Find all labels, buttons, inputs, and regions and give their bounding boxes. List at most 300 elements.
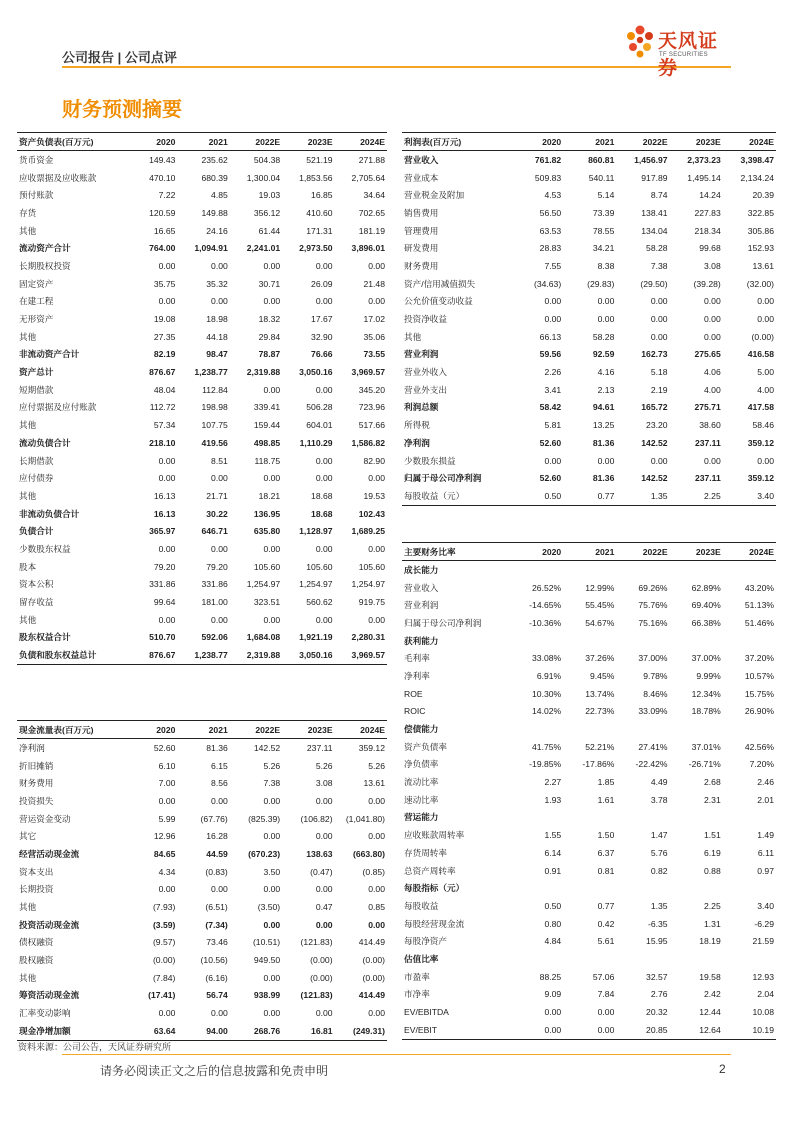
page-title: 财务预测摘要 — [62, 99, 182, 121]
value-cell: 0.00 — [563, 1021, 616, 1039]
table-row — [402, 186, 776, 204]
table-row — [402, 328, 776, 346]
table-row — [402, 487, 776, 505]
value-cell: 1.35 — [616, 487, 669, 505]
value-cell: 99.68 — [699, 243, 721, 254]
value-cell: 20.32 — [646, 1007, 668, 1018]
value-cell: 517.66 — [358, 420, 385, 431]
value-cell: (0.83) — [205, 866, 228, 877]
value-cell: (0.00) — [751, 331, 774, 342]
value-cell: 10.30% — [532, 688, 562, 699]
value-cell: 15.95 — [646, 936, 668, 947]
year-header-cell: 2022E — [230, 133, 282, 151]
table-row — [402, 968, 776, 986]
value-cell: 359.12 — [747, 437, 774, 448]
value-cell: 0.00 — [315, 831, 333, 842]
table-row — [402, 596, 776, 614]
value-cell: 18.68 — [311, 508, 333, 519]
value-cell: 59.56 — [539, 349, 562, 360]
value-cell: -17.86% — [582, 759, 615, 770]
value-cell — [670, 632, 723, 650]
row-label: 负债合计 — [19, 526, 54, 537]
value-cell: 8.51 — [211, 455, 228, 466]
year-header-cell: 2020 — [510, 543, 563, 561]
value-cell: 2,241.01 — [246, 243, 281, 254]
value-cell: 79.20 — [206, 561, 228, 572]
table-row — [402, 667, 776, 685]
value-cell: 917.89 — [641, 172, 668, 183]
value-cell: 44.18 — [206, 331, 228, 342]
value-cell: 13.61 — [752, 260, 774, 271]
value-cell: 21.48 — [363, 278, 385, 289]
row-label: 流动比率 — [404, 777, 439, 788]
table-row — [402, 756, 776, 774]
value-cell: 3,969.57 — [351, 367, 385, 378]
row-label: 汇率变动影响 — [19, 1008, 71, 1019]
value-cell: 0.50 — [510, 487, 563, 505]
value-cell: 5.18 — [650, 367, 668, 378]
table-row — [402, 561, 776, 579]
value-cell: 0.00 — [158, 260, 176, 271]
table-row — [402, 844, 776, 862]
value-cell: 105.60 — [358, 561, 385, 572]
value-cell: 0.00 — [158, 795, 176, 806]
value-cell: 5.76 — [650, 847, 668, 858]
table-row — [17, 346, 387, 364]
value-cell — [616, 950, 669, 968]
value-cell: 0.00 — [211, 614, 228, 625]
value-cell: 0.85 — [368, 902, 385, 913]
logo-flower-icon — [622, 22, 658, 62]
value-cell: 723.96 — [358, 402, 385, 413]
value-cell: 34.64 — [363, 190, 385, 201]
value-cell: 1,495.14 — [687, 172, 721, 183]
table-row — [402, 399, 776, 417]
value-cell: 2.31 — [704, 794, 721, 805]
value-cell: -6.29 — [754, 918, 774, 929]
value-cell: 540.11 — [588, 172, 615, 183]
value-cell: 16.13 — [153, 490, 176, 501]
value-cell: 35.75 — [153, 278, 176, 289]
year-header-cell: 2020 — [510, 133, 563, 151]
row-label: 净利润 — [19, 742, 45, 753]
value-cell: 94.00 — [177, 1022, 229, 1040]
row-label: 货币资金 — [19, 154, 54, 165]
table-header-row — [402, 133, 776, 151]
table-row — [402, 773, 776, 791]
value-cell: 359.12 — [747, 473, 774, 484]
row-label: 其他 — [19, 490, 37, 501]
value-cell: 56.50 — [539, 207, 562, 218]
value-cell: 0.00 — [158, 614, 176, 625]
value-cell: 635.80 — [253, 526, 281, 537]
table-row — [402, 204, 776, 222]
table-row — [402, 346, 776, 364]
value-cell: 16.81 — [282, 1022, 334, 1040]
value-cell: 2.26 — [544, 367, 562, 378]
value-cell: 2,705.64 — [351, 172, 385, 183]
value-cell: 12.96 — [153, 831, 176, 842]
value-cell: 0.00 — [315, 795, 333, 806]
table-row — [17, 863, 387, 881]
value-cell: 604.01 — [306, 420, 333, 431]
value-cell: 218.10 — [149, 437, 176, 448]
value-cell: 198.98 — [201, 402, 228, 413]
value-cell: 0.42 — [597, 918, 615, 929]
value-cell: (121.83) — [300, 937, 333, 948]
value-cell: 0.00 — [263, 972, 281, 983]
value-cell: 0.77 — [563, 487, 616, 505]
value-cell: 142.52 — [641, 437, 668, 448]
value-cell: 268.76 — [230, 1022, 282, 1040]
table-row — [17, 827, 387, 845]
value-cell: 66.38% — [691, 617, 721, 628]
value-cell: 6.19 — [704, 847, 721, 858]
value-cell: 1.31 — [704, 918, 721, 929]
table-row — [17, 576, 387, 594]
table-row — [17, 363, 387, 381]
row-label: 投资净收益 — [404, 314, 447, 325]
value-cell: 1,586.82 — [351, 437, 385, 448]
value-cell: 0.00 — [757, 296, 774, 307]
value-cell: 26.90% — [744, 706, 774, 717]
table-row — [402, 791, 776, 809]
value-cell: 149.43 — [149, 154, 176, 165]
row-label: 管理费用 — [404, 225, 439, 236]
value-cell: 0.00 — [597, 314, 615, 325]
value-cell: 41.75% — [532, 741, 562, 752]
value-cell: 51.13% — [744, 600, 774, 611]
table-row — [402, 169, 776, 187]
footer-divider — [62, 1054, 731, 1055]
value-cell: 18.98 — [206, 314, 228, 325]
value-cell: -19.85% — [529, 759, 562, 770]
table-row — [402, 1021, 776, 1039]
value-cell — [616, 561, 669, 579]
table-row — [402, 703, 776, 721]
table-row — [402, 632, 776, 650]
table-row — [402, 363, 776, 381]
value-cell: 0.00 — [263, 919, 281, 930]
value-cell: 7.00 — [158, 778, 176, 789]
table-row — [17, 257, 387, 275]
year-header-cell: 2021 — [177, 133, 229, 151]
value-cell: 0.00 — [315, 614, 333, 625]
table-row — [17, 558, 387, 576]
value-cell: 323.51 — [253, 597, 281, 608]
table-row — [17, 328, 387, 346]
table-row — [402, 151, 776, 169]
row-label: 在建工程 — [19, 296, 54, 307]
table-row — [17, 987, 387, 1005]
value-cell: 73.46 — [206, 937, 228, 948]
value-cell: 1.85 — [597, 777, 615, 788]
report-type-header: 公司报告 | 公司点评 — [62, 50, 177, 65]
year-header-cell: 2021 — [563, 543, 616, 561]
table-row — [17, 239, 387, 257]
row-label: 其他 — [19, 331, 37, 342]
value-cell — [723, 561, 776, 579]
row-label: 销售费用 — [404, 207, 439, 218]
table-row — [17, 593, 387, 611]
value-cell: 17.67 — [311, 314, 333, 325]
value-cell: 3.40 — [757, 900, 774, 911]
value-cell — [723, 879, 776, 897]
table-row — [402, 879, 776, 897]
value-cell: (3.59) — [152, 919, 176, 930]
value-cell: 4.16 — [597, 367, 615, 378]
value-cell: 51.46% — [744, 617, 774, 628]
value-cell: 66.13 — [539, 331, 562, 342]
value-cell: 37.20% — [744, 653, 774, 664]
value-cell — [510, 632, 563, 650]
value-cell: 63.64 — [125, 1022, 177, 1040]
value-cell: 162.73 — [641, 349, 668, 360]
value-cell: 0.00 — [158, 543, 176, 554]
row-label: 无形资产 — [19, 314, 54, 325]
value-cell: 1,921.19 — [299, 632, 333, 643]
value-cell: 99.64 — [153, 597, 176, 608]
table-row — [17, 434, 387, 452]
value-cell: (106.82) — [300, 813, 333, 824]
row-label: 每股指标（元） — [404, 883, 465, 894]
value-cell: 15.75% — [744, 688, 774, 699]
value-cell: 331.86 — [149, 579, 176, 590]
row-label: 成长能力 — [404, 564, 439, 575]
table-row — [17, 792, 387, 810]
value-cell: 0.50 — [544, 900, 562, 911]
value-cell — [563, 632, 616, 650]
row-label: 营业税金及附加 — [404, 190, 465, 201]
value-cell — [563, 561, 616, 579]
value-cell: 52.60 — [153, 742, 176, 753]
footer-disclaimer: 请务必阅读正文之后的信息披露和免责申明 — [100, 1064, 329, 1078]
value-cell: 1,254.97 — [246, 579, 281, 590]
value-cell: (1,041.80) — [345, 813, 385, 824]
value-cell: 44.59 — [206, 848, 228, 859]
value-cell: (249.31) — [335, 1022, 387, 1040]
value-cell: 3.41 — [544, 384, 562, 395]
value-cell: 18.68 — [311, 490, 333, 501]
value-cell: 8.56 — [211, 778, 228, 789]
value-cell: 646.71 — [201, 526, 228, 537]
row-label: 现金净增加额 — [17, 1022, 125, 1040]
value-cell: 6.15 — [211, 760, 228, 771]
value-cell: 75.16% — [638, 617, 668, 628]
value-cell: 35.32 — [206, 278, 228, 289]
row-label: 市盈率 — [404, 971, 430, 982]
value-cell: 4.53 — [544, 190, 562, 201]
table-row — [17, 951, 387, 969]
value-cell: 134.04 — [641, 225, 668, 236]
value-cell: 764.00 — [149, 243, 176, 254]
value-cell: -10.36% — [529, 617, 562, 628]
value-cell: 1,128.97 — [299, 526, 333, 537]
row-label: 净负债率 — [404, 759, 439, 770]
value-cell: 3,398.47 — [740, 154, 774, 165]
table-row — [17, 469, 387, 487]
value-cell: 365.97 — [149, 526, 176, 537]
value-cell: 27.35 — [153, 331, 176, 342]
value-cell: 12.34% — [691, 688, 721, 699]
value-cell: 120.59 — [149, 207, 176, 218]
table-row — [17, 969, 387, 987]
value-cell: 12.93 — [752, 971, 774, 982]
row-label: 其他 — [19, 902, 37, 913]
financial-ratios-table — [402, 542, 776, 1040]
table-row — [402, 293, 776, 311]
value-cell: 13.74% — [585, 688, 615, 699]
value-cell: 23.20 — [646, 420, 668, 431]
value-cell: (7.84) — [152, 972, 176, 983]
table-header-row — [402, 543, 776, 561]
logo-english-text: TF SECURITIES — [659, 52, 708, 58]
value-cell: (17.41) — [148, 990, 176, 1001]
value-cell: 275.65 — [694, 349, 721, 360]
value-cell: (0.00) — [310, 955, 333, 966]
value-cell: 1,853.56 — [299, 172, 333, 183]
row-label: 长期投资 — [19, 884, 54, 895]
value-cell: 76.66 — [311, 349, 333, 360]
value-cell: 2.13 — [597, 384, 615, 395]
value-cell: 0.00 — [263, 831, 281, 842]
table-row — [402, 897, 776, 915]
value-cell: 30.71 — [258, 278, 281, 289]
value-cell: 1,300.04 — [246, 172, 281, 183]
value-cell — [723, 632, 776, 650]
value-cell: 0.00 — [544, 455, 562, 466]
table-row — [17, 916, 387, 934]
value-cell: 0.00 — [597, 1007, 615, 1018]
value-cell: 1.55 — [544, 830, 562, 841]
row-label: 净利润 — [404, 437, 430, 448]
value-cell: 19.08 — [153, 314, 176, 325]
value-cell: 37.00% — [691, 653, 721, 664]
value-cell: 0.00 — [211, 795, 228, 806]
value-cell: 37.26% — [585, 653, 615, 664]
value-cell: 509.83 — [534, 172, 562, 183]
value-cell: 0.00 — [704, 296, 721, 307]
value-cell: 10.19 — [723, 1021, 776, 1039]
value-cell: 414.49 — [358, 937, 385, 948]
row-label: 每股经营现金流 — [404, 918, 465, 929]
row-label: 股东权益合计 — [19, 632, 71, 643]
table-row — [17, 881, 387, 899]
value-cell: 152.93 — [747, 243, 774, 254]
value-cell: 6.37 — [597, 847, 615, 858]
year-header-cell: 2020 — [125, 721, 177, 739]
value-cell: 510.70 — [149, 632, 176, 643]
table-row — [17, 310, 387, 328]
row-label: 营业利润 — [404, 349, 439, 360]
value-cell: 4.34 — [158, 866, 176, 877]
value-cell: 876.67 — [149, 367, 176, 378]
value-cell: 16.13 — [153, 508, 176, 519]
value-cell: 0.00 — [544, 314, 562, 325]
value-cell: 35.06 — [363, 331, 385, 342]
value-cell: 0.80 — [544, 918, 562, 929]
value-cell — [510, 561, 563, 579]
table-row — [402, 826, 776, 844]
table-row — [17, 774, 387, 792]
value-cell: 8.74 — [650, 190, 668, 201]
row-label: 净利率 — [404, 670, 430, 681]
value-cell: 73.39 — [592, 207, 615, 218]
table-row — [402, 310, 776, 328]
table-row — [17, 1022, 387, 1040]
table-row — [17, 934, 387, 952]
value-cell: 0.00 — [368, 1008, 385, 1019]
table-row — [402, 614, 776, 632]
value-cell: 14.02% — [532, 706, 562, 717]
table-row — [17, 381, 387, 399]
value-cell: 61.44 — [258, 225, 281, 236]
value-cell: 592.06 — [201, 632, 228, 643]
row-label: 营业外支出 — [404, 384, 447, 395]
value-cell: 14.24 — [699, 190, 721, 201]
value-cell: 4.49 — [650, 777, 668, 788]
value-cell: 0.00 — [368, 614, 385, 625]
row-label: 营运能力 — [404, 812, 439, 823]
value-cell: (6.16) — [205, 972, 228, 983]
table-row — [17, 739, 387, 757]
value-cell: 6.11 — [757, 847, 774, 858]
value-cell: 498.85 — [253, 437, 281, 448]
value-cell: 2.42 — [704, 989, 721, 1000]
value-cell: 410.60 — [306, 207, 333, 218]
value-cell: 0.00 — [315, 473, 333, 484]
table-row — [402, 1003, 776, 1021]
row-label: 股本 — [19, 561, 37, 572]
row-label: 营业收入 — [404, 154, 439, 165]
value-cell: 560.62 — [306, 597, 333, 608]
row-label: 资本公积 — [19, 579, 54, 590]
row-label: 投资损失 — [19, 795, 54, 806]
value-cell: 20.85 — [616, 1021, 669, 1039]
value-cell: 56.74 — [206, 990, 228, 1001]
row-label: 债权融资 — [19, 937, 54, 948]
value-cell: 19.03 — [258, 190, 281, 201]
value-cell: (39.28) — [693, 278, 721, 289]
year-header-cell: 2024E — [723, 133, 776, 151]
value-cell: 237.11 — [306, 742, 333, 753]
value-cell: 0.00 — [263, 260, 281, 271]
value-cell: 0.82 — [650, 865, 668, 876]
table-row — [17, 845, 387, 863]
value-cell: 0.00 — [597, 455, 615, 466]
company-logo — [622, 22, 734, 79]
value-cell: 2.68 — [704, 777, 721, 788]
value-cell: 9.78% — [643, 670, 668, 681]
value-cell: 58.42 — [539, 402, 562, 413]
value-cell — [723, 950, 776, 968]
year-header-cell: 2024E — [723, 543, 776, 561]
value-cell: 0.00 — [544, 296, 562, 307]
value-cell: 0.00 — [650, 455, 668, 466]
value-cell — [563, 809, 616, 827]
row-label: 短期借款 — [19, 384, 54, 395]
value-cell: (0.00) — [152, 955, 176, 966]
row-label: 偿债能力 — [404, 724, 439, 735]
value-cell: 57.34 — [153, 420, 176, 431]
table-row — [17, 487, 387, 505]
row-label: 其他 — [19, 420, 37, 431]
value-cell: 5.00 — [757, 367, 774, 378]
value-cell: 0.00 — [211, 543, 228, 554]
table-title-cell: 现金流量表(百万元) — [17, 721, 125, 739]
value-cell: (10.56) — [200, 955, 228, 966]
row-label: 应付票据及应付账款 — [19, 402, 97, 413]
